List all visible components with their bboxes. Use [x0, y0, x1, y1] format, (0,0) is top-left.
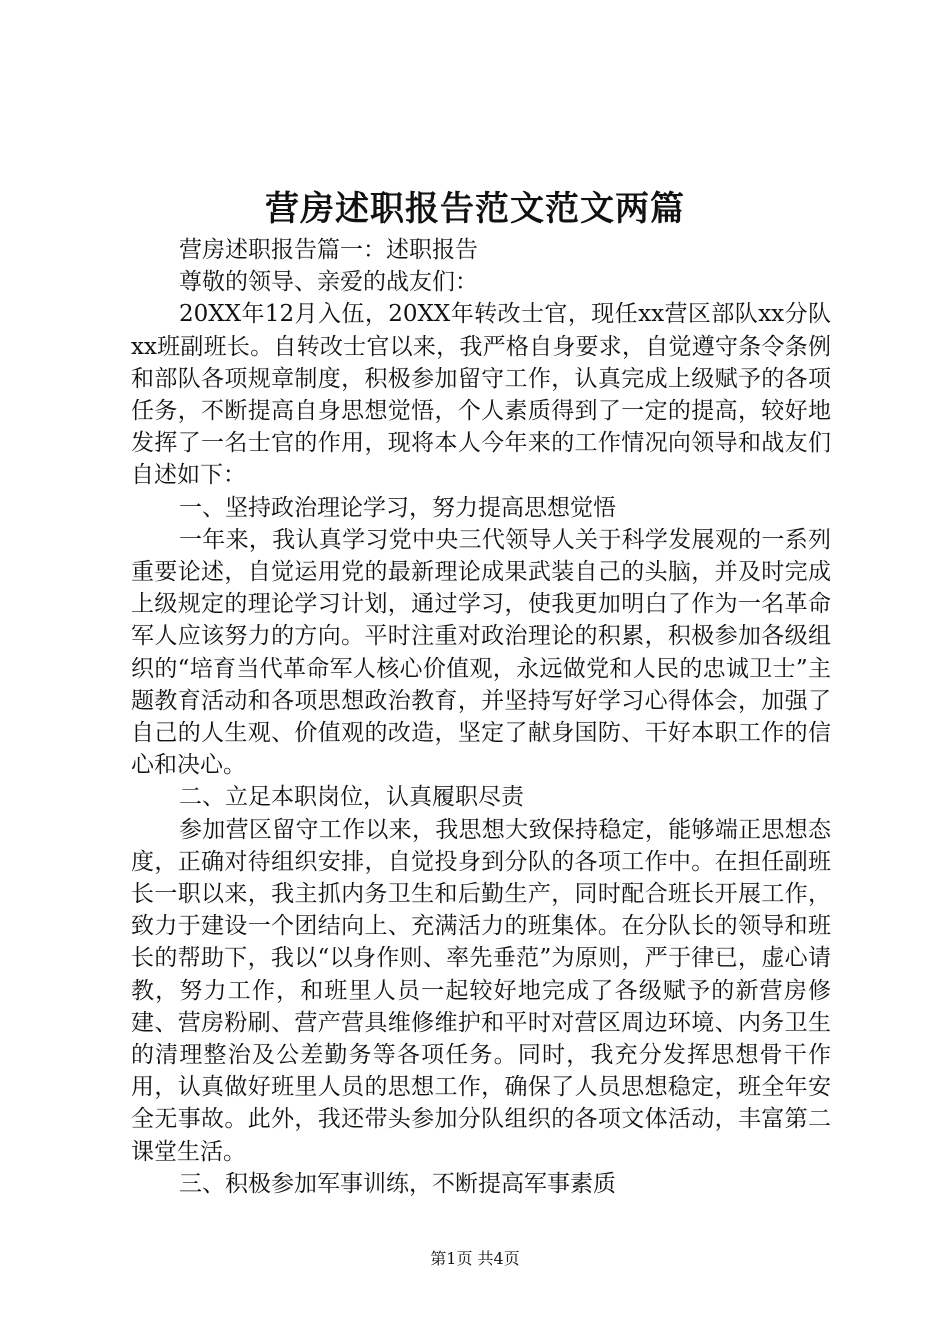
section-heading-1: 一、坚持政治理论学习，努力提高思想觉悟: [179, 494, 616, 521]
document-title: 营房述职报告范文范文两篇: [265, 189, 685, 229]
section-heading-part-one: 营房述职报告篇一：述职报告: [179, 237, 478, 263]
section-heading-2: 二、立足本职岗位，认真履职尽责: [179, 784, 524, 811]
paragraph-political-study: 一年来，我认真学习党中央三代领导人关于科学发展观的一系列重要论述，自觉运用党的最新理论成果武装自己的头脑，并及时完成上级规定的理论学习计划，通过学习，使我更加明白了作为一名革命军人应该努力的方向。平时注重对政治理论的积累，积极参加各级组织的“培育当代革命军人核心价值观，永远做党和人民的忠诚卫士”主题教育活动和各项思想政治教育，并坚持写好学习心得体会，加强了自己的人生观、价值观的改造，坚定了献身国防、干好本职工作的信心和决心。: [131, 526, 831, 779]
section-heading-3: 三、积极参加军事训练，不断提高军事素质: [179, 1170, 616, 1197]
intro-paragraph: 20XX年12月入伍，20XX年转改士官，现任xx营区部队xx分队xx班副班长。自转改士官以来，我严格自身要求，自觉遵守条令条例和部队各项规章制度，积极参加留守工作，认真完成上级赋予的各项任务，不断提高自身思想觉悟，个人素质得到了一定的提高，较好地发挥了一名士官的作用，现将本人今年来的工作情况向领导和战友们自述如下：: [131, 301, 831, 489]
salutation: 尊敬的领导、亲爱的战友们：: [179, 269, 478, 296]
document-body: [131, 234, 831, 1200]
paragraph-duties: 参加营区留守工作以来，我思想大致保持稳定，能够端正思想态度，正确对待组织安排，自觉投身到分队的各项工作中。在担任副班长一职以来，我主抓内务卫生和后勤生产，同时配合班长开展工作，致力于建设一个团结向上、充满活力的班集体。在分队长的领导和班长的帮助下，我以“以身作则、率先垂范”为原则，严于律已，虚心请教，努力工作，和班里人员一起较好地完成了各级赋予的新营房修建、营房粉刷、营产营具维修维护和平时对营区周边环境、内务卫生的清理整治及公差勤务等各项任务。同时，我充分发挥思想骨干作用，认真做好班里人员的思想工作，确保了人员思想稳定，班全年安全无事故。此外，我还带头参加分队组织的各项文体活动，丰富第二课堂生活。: [131, 816, 831, 1165]
page-footer: 第1页 共4页: [430, 1249, 520, 1268]
